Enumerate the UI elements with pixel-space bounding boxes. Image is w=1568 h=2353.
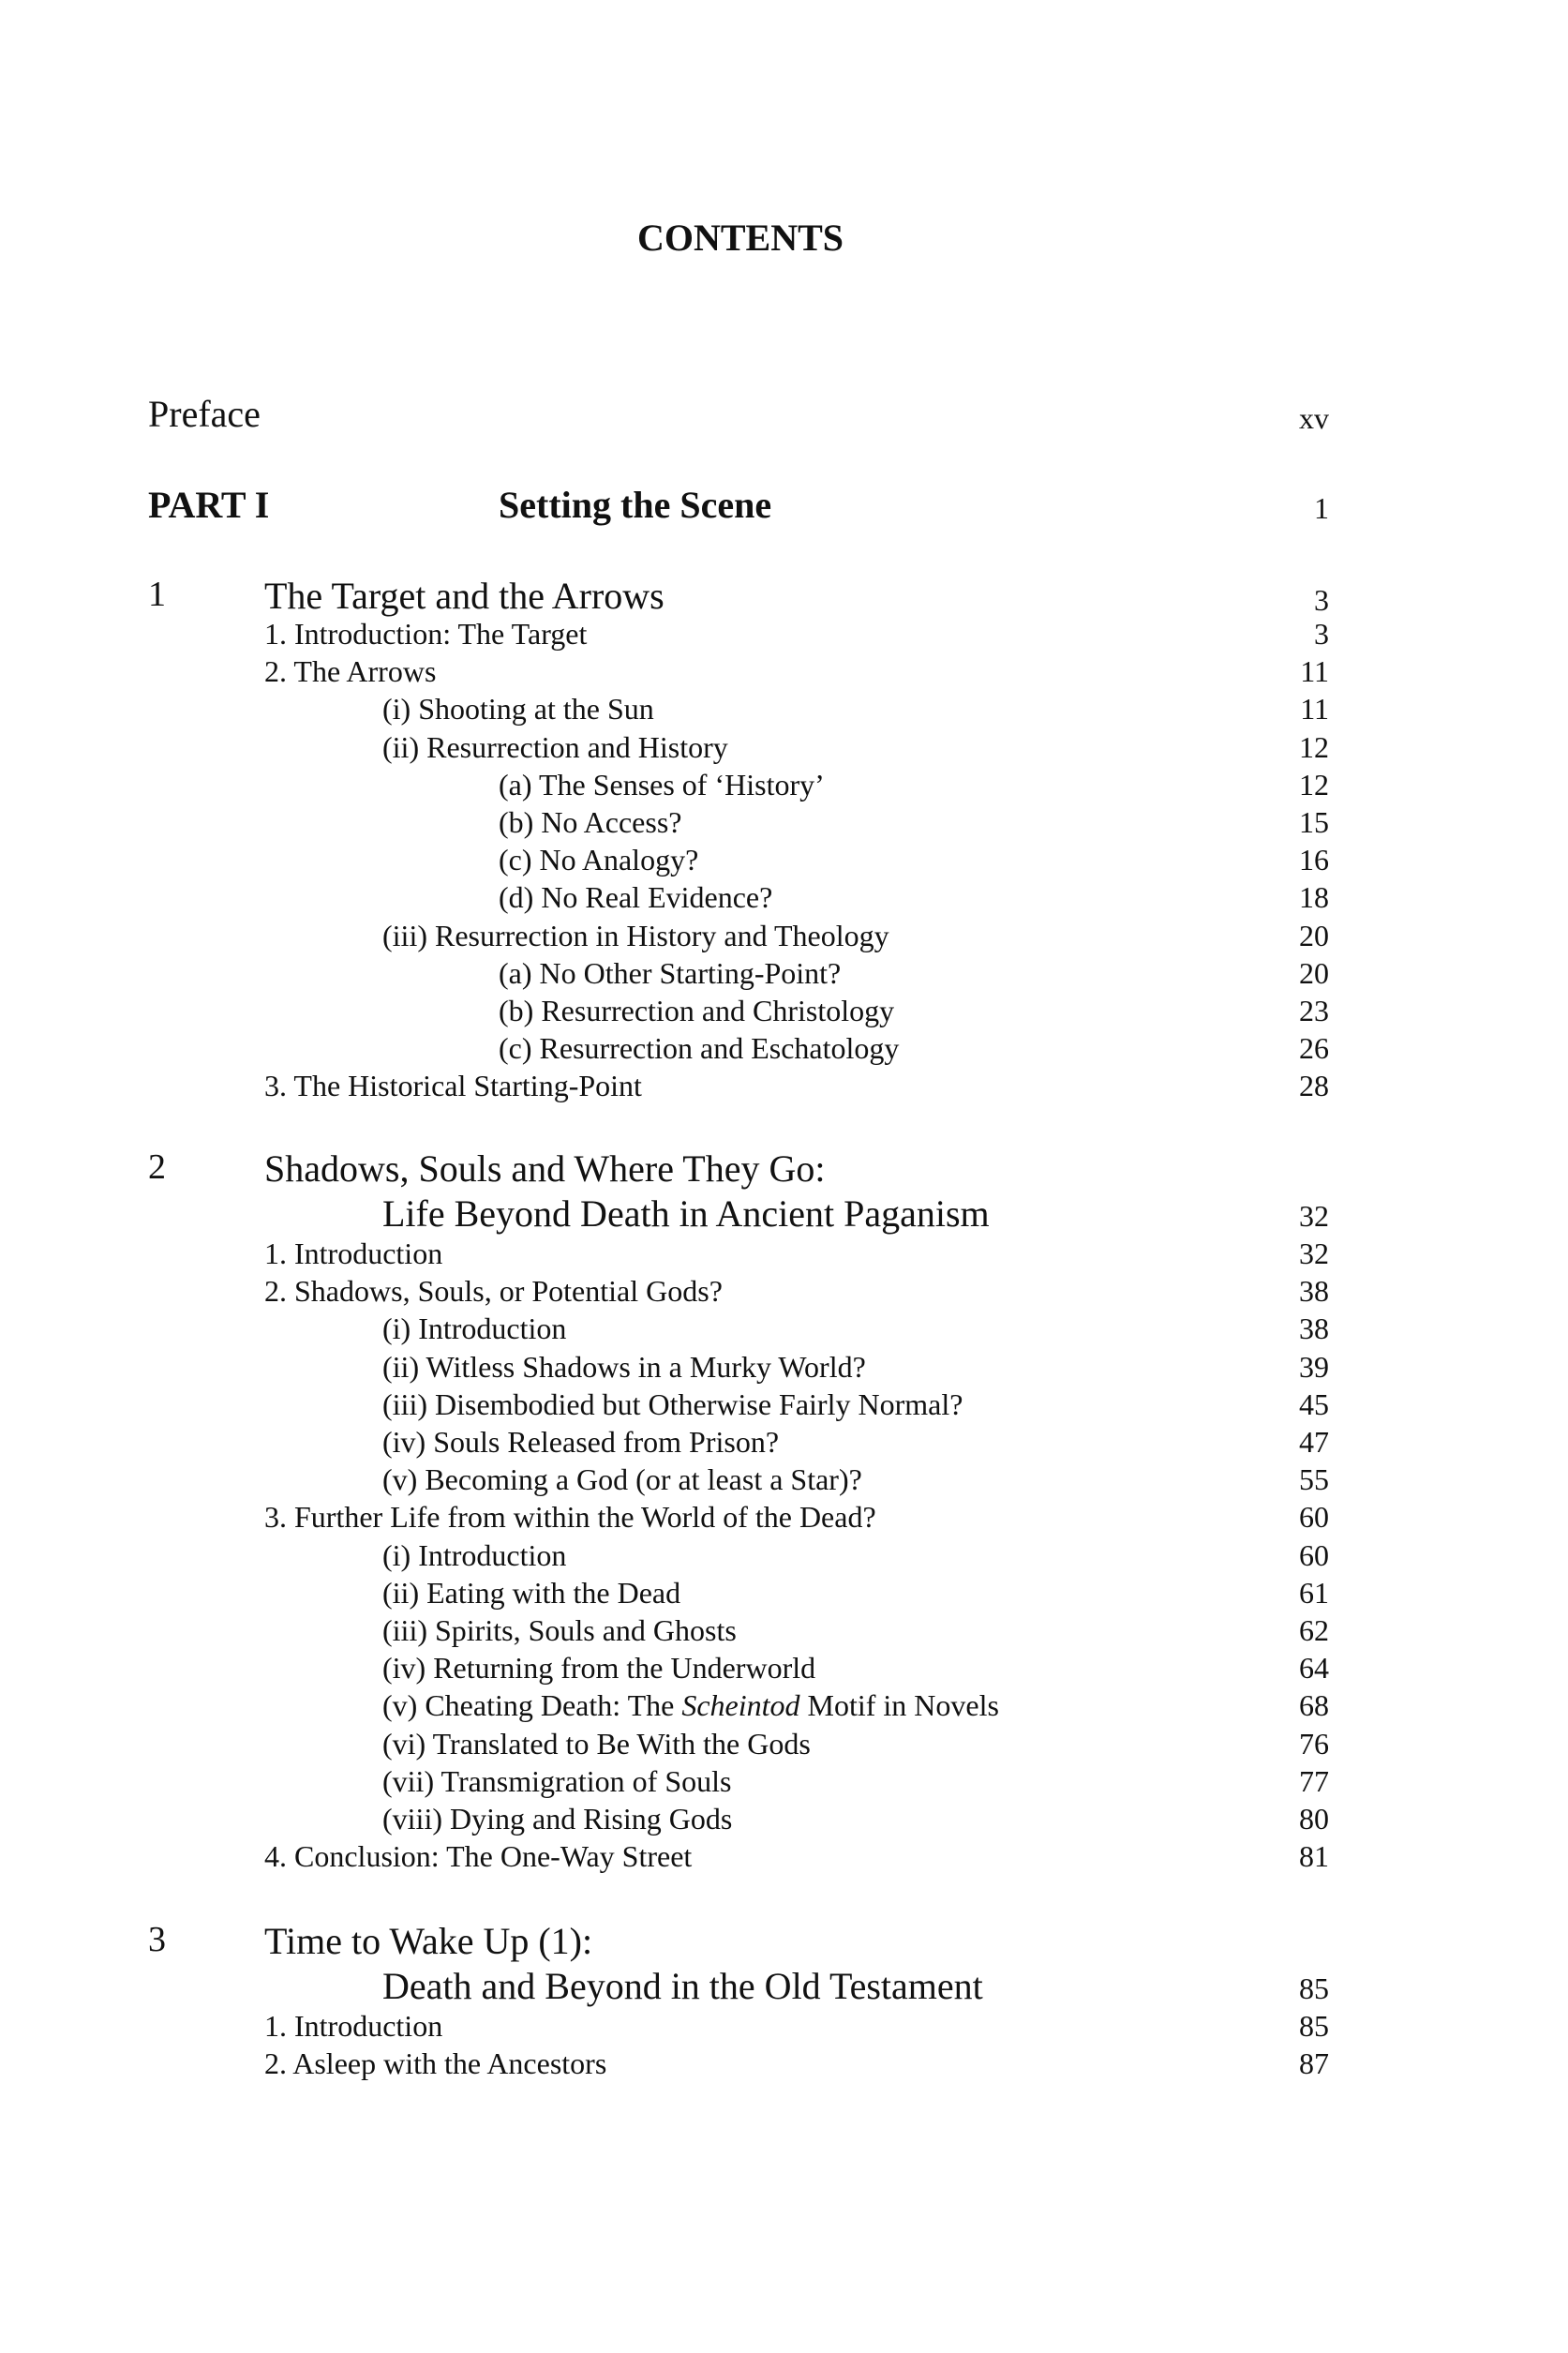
toc-entry: [0, 994, 1568, 1031]
toc-entry-label: 4. Conclusion: The One-Way Street: [264, 1839, 693, 1874]
toc-entry: [0, 805, 1568, 843]
toc-entry-label: 1. Introduction: [264, 1236, 443, 1270]
toc-entry-page-number: 76: [1299, 1726, 1329, 1761]
chapter-title-line1: Time to Wake Up (1):: [264, 1920, 593, 1962]
toc-entry: [0, 1651, 1568, 1688]
toc-entry-label: 1. Introduction: The Target: [264, 617, 588, 651]
toc-entry-page-number: 32: [1299, 1236, 1329, 1270]
toc-entry: [0, 1688, 1568, 1726]
toc-entry-label-part: Motif in Novels: [799, 1688, 999, 1723]
toc-entry-label: [382, 1688, 999, 1723]
toc-entry-page-number: 20: [1299, 955, 1329, 990]
toc-entry-label: (i) Shooting at the Sun: [382, 692, 654, 727]
toc-entry-page-number: 60: [1299, 1537, 1329, 1572]
chapter-number: 2: [148, 1147, 166, 1187]
toc-entry-label: (b) No Access?: [499, 805, 682, 839]
preface-label: Preface: [148, 393, 261, 435]
toc-entry-page-number: 80: [1299, 1802, 1329, 1836]
toc-entry-label: 2. Asleep with the Ancestors: [264, 2046, 607, 2081]
toc-entry-label: (c) Resurrection and Eschatology: [499, 1031, 900, 1066]
toc-entry: [0, 843, 1568, 880]
chapter-number: 3: [148, 1920, 166, 1959]
toc-entry-page-number: 55: [1299, 1462, 1329, 1497]
toc-entry: [0, 730, 1568, 768]
chapter-number: 1: [148, 575, 166, 614]
toc-entry: [0, 1425, 1568, 1462]
chapter-page-number: 32: [1299, 1199, 1329, 1233]
toc-entry-page-number: 85: [1299, 2009, 1329, 2043]
toc-entry-label: 1. Introduction: [264, 2009, 443, 2043]
chapter-page-number: 85: [1299, 1971, 1329, 2005]
toc-entry: [0, 617, 1568, 654]
toc-entry-page-number: 26: [1299, 1031, 1329, 1066]
toc-entry-label: (ii) Resurrection and History: [382, 729, 728, 764]
chapter-title-line2: Life Beyond Death in Ancient Paganism: [382, 1192, 990, 1235]
toc-entry-label-part: (v) Cheating Death: The: [382, 1688, 682, 1723]
toc-entry-label: (viii) Dying and Rising Gods: [382, 1802, 733, 1836]
toc-entry: [0, 1802, 1568, 1839]
toc-entry: [0, 1576, 1568, 1613]
toc-entry-page-number: 20: [1299, 918, 1329, 952]
chapter-title: The Target and the Arrows: [264, 575, 665, 617]
toc-entry-page-number: 45: [1299, 1386, 1329, 1421]
preface-page-number: xv: [1299, 401, 1329, 435]
chapter-page-number: 3: [1314, 583, 1329, 617]
toc-entry: [0, 1500, 1568, 1537]
toc-entry-page-number: 11: [1300, 692, 1329, 727]
toc-entry-page-number: 64: [1299, 1651, 1329, 1686]
toc-entry-label: (d) No Real Evidence?: [499, 880, 773, 915]
toc-entry-label: (ii) Witless Shadows in a Murky World?: [382, 1349, 866, 1384]
toc-entry: [0, 880, 1568, 918]
toc-entry: [0, 1727, 1568, 1764]
toc-entry-page-number: 81: [1299, 1839, 1329, 1874]
toc-entry-label: (v) Becoming a God (or at least a Star)?: [382, 1462, 862, 1497]
toc-entry-label: (i) Introduction: [382, 1537, 567, 1572]
toc-entry-label: (b) Resurrection and Christology: [499, 994, 895, 1027]
toc-entry-page-number: 61: [1299, 1575, 1329, 1610]
toc-entry-page-number: 3: [1314, 617, 1329, 651]
toc-entry-page-number: 38: [1299, 1311, 1329, 1346]
toc-entry-label: (vii) Transmigration of Souls: [382, 1763, 732, 1798]
toc-entry-page-number: 77: [1299, 1763, 1329, 1798]
toc-entry-label: (c) No Analogy?: [499, 843, 699, 877]
toc-entry: [0, 1387, 1568, 1425]
toc-entry-label: (a) The Senses of ‘History’: [499, 767, 825, 802]
toc-entry-page-number: 12: [1299, 729, 1329, 764]
chapter-title-line1: Shadows, Souls and Where They Go:: [264, 1147, 826, 1190]
toc-entry: [0, 1069, 1568, 1106]
toc-entry-label: 2. The Arrows: [264, 654, 437, 689]
toc-entry: [0, 1613, 1568, 1651]
toc-entry: [0, 1839, 1568, 1877]
toc-entry: [0, 1462, 1568, 1500]
toc-entry-page-number: 47: [1299, 1425, 1329, 1459]
toc-entry-label: (i) Introduction: [382, 1311, 567, 1346]
toc-entry-label: (iii) Disembodied but Otherwise Fairly Normal?: [382, 1386, 963, 1421]
contents-heading: CONTENTS: [636, 217, 844, 259]
toc-entry: [0, 919, 1568, 956]
toc-entry-page-number: 87: [1299, 2046, 1329, 2081]
toc-entry: [0, 2046, 1568, 2084]
toc-entry-label: (iii) Spirits, Souls and Ghosts: [382, 1613, 737, 1647]
toc-entry-page-number: 68: [1299, 1688, 1329, 1723]
toc-entry-page-number: 18: [1299, 880, 1329, 915]
toc-entry: [0, 1538, 1568, 1576]
toc-entry-page-number: 38: [1299, 1274, 1329, 1309]
toc-entry: [0, 1274, 1568, 1311]
toc-entry-label: 2. Shadows, Souls, or Potential Gods?: [264, 1274, 723, 1309]
toc-entry: [0, 768, 1568, 805]
toc-entry: [0, 1236, 1568, 1274]
toc-entry-label: (a) No Other Starting-Point?: [499, 955, 842, 990]
toc-entry-page-number: 39: [1299, 1349, 1329, 1384]
part-title: Setting the Scene: [499, 484, 772, 526]
toc-entry: [0, 1311, 1568, 1349]
chapter-title-line2: Death and Beyond in the Old Testament: [382, 1965, 983, 2007]
toc-entry: [0, 654, 1568, 692]
toc-entry-label: 3. Further Life from within the World of the Dead?: [264, 1500, 876, 1535]
toc-entry: [0, 1031, 1568, 1069]
toc-entry-page-number: 11: [1300, 654, 1329, 689]
part-page-number: 1: [1314, 491, 1329, 525]
toc-entry-label: (ii) Eating with the Dead: [382, 1575, 681, 1610]
toc-entry-label: (vi) Translated to Be With the Gods: [382, 1726, 811, 1761]
toc-entry-label: 3. The Historical Starting-Point: [264, 1069, 642, 1103]
toc-entry: [0, 956, 1568, 994]
toc-entry-page-number: 60: [1299, 1500, 1329, 1535]
toc-entry-page-number: 28: [1299, 1069, 1329, 1103]
toc-entry-page-number: 15: [1299, 805, 1329, 839]
toc-entry: [0, 2009, 1568, 2046]
toc-entry-label: (iv) Souls Released from Prison?: [382, 1425, 780, 1459]
toc-entry-label: (iv) Returning from the Underworld: [382, 1651, 816, 1686]
toc-entry-label-italic: Scheintod: [681, 1688, 800, 1723]
toc-entry-page-number: 16: [1299, 843, 1329, 877]
toc-entry-label: (iii) Resurrection in History and Theology: [382, 918, 889, 952]
toc-entry-page-number: 12: [1299, 767, 1329, 802]
toc-entry: [0, 1350, 1568, 1387]
toc-entry-page-number: 23: [1299, 994, 1329, 1027]
part-label: PART I: [148, 484, 270, 526]
toc-entry: [0, 1764, 1568, 1802]
toc-entry-page-number: 62: [1299, 1613, 1329, 1647]
toc-entry: [0, 692, 1568, 729]
